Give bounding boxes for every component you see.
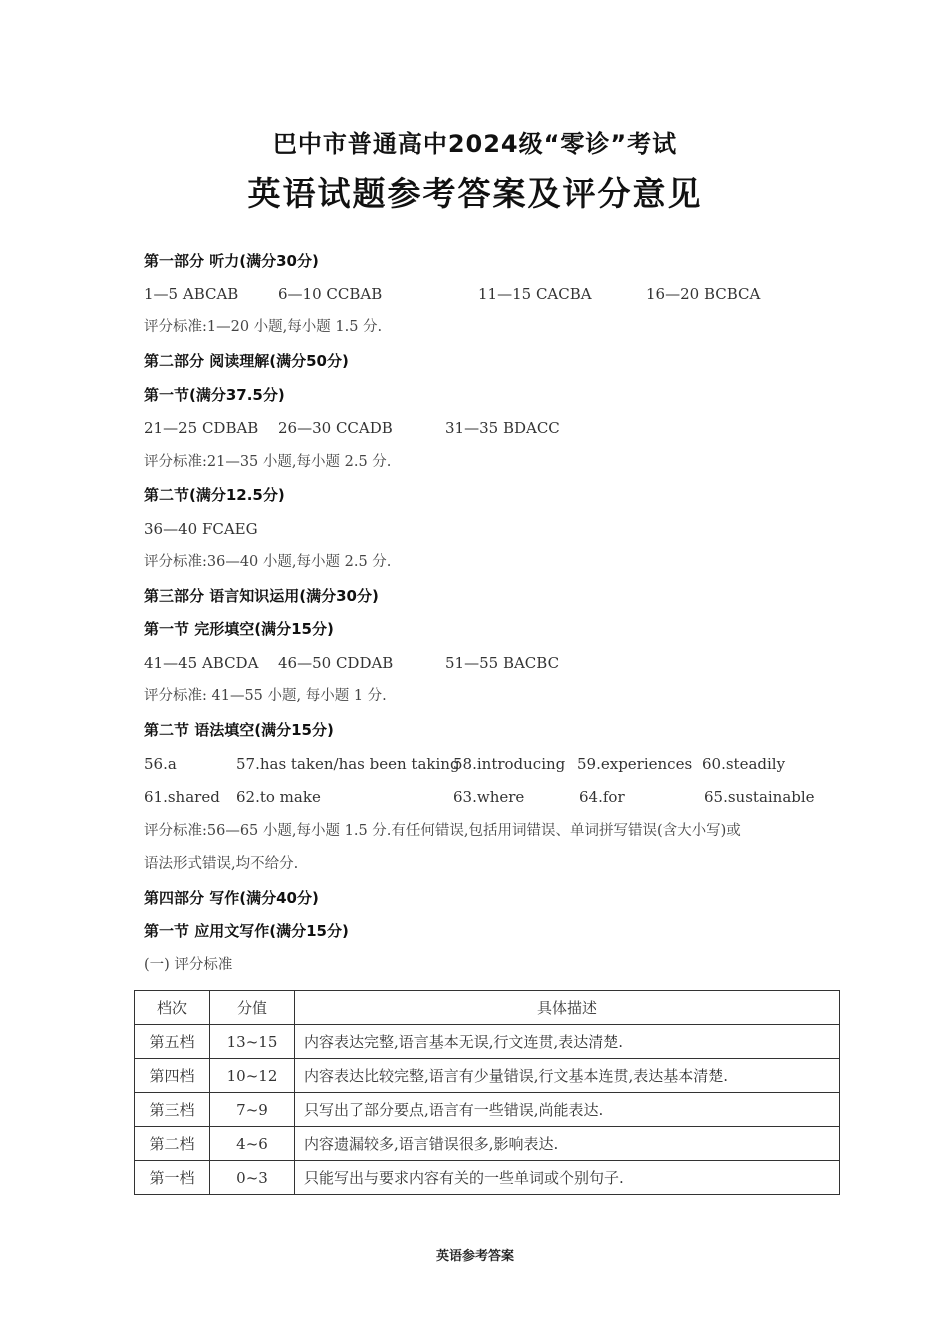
score-cell: 13~15 (210, 1025, 295, 1059)
answer-group: 31—35 BDACC (445, 419, 560, 437)
part3-section1-scoring-note: 评分标准: 41—55 小题, 每小题 1 分. (144, 688, 387, 704)
answer-item: 60.steadily (702, 755, 786, 773)
answer-group: 51—55 BACBC (445, 654, 560, 672)
answer-group: 16—20 BCBCA (646, 285, 761, 303)
part2-section2-scoring-note: 评分标准:36—40 小题,每小题 2.5 分. (144, 554, 392, 570)
part3-section1-heading: 第一节 完形填空(满分15分) (144, 620, 334, 638)
document-title: 英语试题参考答案及评分意见 (247, 174, 703, 213)
part3-section2-heading: 第二节 语法填空(满分15分) (144, 721, 334, 739)
part3-heading: 第三部分 语言知识运用(满分30分) (144, 587, 379, 605)
part3-section2-scoring-note-line2: 语法形式错误,均不给分. (144, 856, 299, 872)
part2-heading: 第二部分 阅读理解(满分50分) (144, 352, 349, 370)
level-cell: 第四档 (135, 1059, 210, 1093)
answer-item: 65.sustainable (704, 788, 815, 806)
answer-group: 36—40 FCAEG (144, 520, 258, 538)
table-row (135, 1161, 840, 1195)
answer-item: 58.introducing (453, 755, 566, 773)
description-cell: 内容表达比较完整,语言有少量错误,行文基本连贯,表达基本清楚. (295, 1059, 840, 1093)
part1-scoring-note: 评分标准:1—20 小题,每小题 1.5 分. (144, 319, 383, 335)
answer-group: 11—15 CACBA (478, 285, 592, 303)
description-cell: 内容表达完整,语言基本无误,行文连贯,表达清楚. (295, 1025, 840, 1059)
level-cell: 第三档 (135, 1093, 210, 1127)
table-row (135, 1059, 840, 1093)
score-cell: 4~6 (210, 1127, 295, 1161)
part1-heading: 第一部分 听力(满分30分) (144, 252, 319, 270)
description-cell: 内容遗漏较多,语言错误很多,影响表达. (295, 1127, 840, 1161)
answer-item: 59.experiences (577, 755, 693, 773)
score-cell: 7~9 (210, 1093, 295, 1127)
description-cell: 只能写出与要求内容有关的一些单词或个别句子. (295, 1161, 840, 1195)
part3-section1-answers-row (144, 652, 844, 674)
answer-item: 61.shared (144, 788, 220, 806)
part2-section1-scoring-note: 评分标准:21—35 小题,每小题 2.5 分. (144, 454, 392, 470)
table-row (135, 1127, 840, 1161)
score-cell: 10~12 (210, 1059, 295, 1093)
answer-item: 62.to make (236, 788, 321, 806)
answer-item: 63.where (453, 788, 525, 806)
column-header-score: 分值 (210, 991, 295, 1025)
part3-section2-answers-row2 (144, 786, 844, 808)
score-cell: 0~3 (210, 1161, 295, 1195)
level-cell: 第二档 (135, 1127, 210, 1161)
answer-group: 46—50 CDDAB (278, 654, 394, 672)
part2-section1-heading: 第一节(满分37.5分) (144, 386, 285, 404)
part3-section2-scoring-note-line1: 评分标准:56—65 小题,每小题 1.5 分.有任何错误,包括用词错误、单词拼写错误(含大小写)或 (144, 823, 741, 839)
exam-title: 巴中市普通高中2024级“零诊”考试 (272, 130, 678, 158)
answer-group: 26—30 CCADB (278, 419, 393, 437)
description-cell: 只写出了部分要点,语言有一些错误,尚能表达. (295, 1093, 840, 1127)
scoring-table (134, 990, 840, 1195)
answer-item: 56.a (144, 755, 177, 773)
answer-item: 57.has taken/has been taking (236, 755, 460, 773)
page-footer: 英语参考答案 (435, 1249, 514, 1264)
part4-section1-heading: 第一节 应用文写作(满分15分) (144, 922, 349, 940)
level-cell: 第一档 (135, 1161, 210, 1195)
answer-group: 21—25 CDBAB (144, 419, 259, 437)
level-cell: 第五档 (135, 1025, 210, 1059)
table-row (135, 1093, 840, 1127)
part4-heading: 第四部分 写作(满分40分) (144, 889, 319, 907)
part3-section2-answers-row1 (144, 753, 844, 775)
part2-section1-answers-row (144, 417, 844, 439)
table-row (135, 1025, 840, 1059)
part2-section2-heading: 第二节(满分12.5分) (144, 486, 285, 504)
answer-group: 41—45 ABCDA (144, 654, 259, 672)
scoring-criteria-subheading: (一) 评分标准 (144, 957, 233, 973)
part2-section2-answers-row (144, 518, 258, 540)
answer-group: 1—5 ABCAB (144, 285, 239, 303)
table-header-row (135, 991, 840, 1025)
answer-group: 6—10 CCBAB (278, 285, 383, 303)
column-header-description: 具体描述 (295, 991, 840, 1025)
answer-item: 64.for (579, 788, 625, 806)
column-header-level: 档次 (135, 991, 210, 1025)
part1-answers-row (144, 283, 844, 305)
